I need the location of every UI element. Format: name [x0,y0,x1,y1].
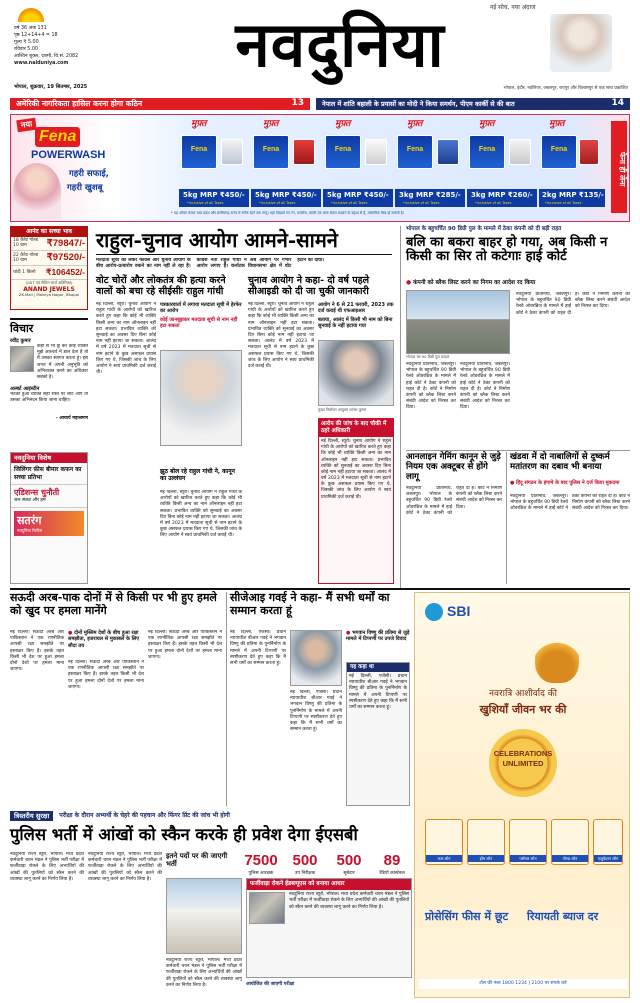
jeweller-address: ZK-Mall | Malviya Nagar, Bhopal [18,292,80,298]
loan-tile-label: गोल्ड लोन [552,855,588,862]
right-bullet-3 [510,480,630,486]
saudi-headline: सऊदी अरब-पाक दोनों में से किसी पर भी हुए हमले को खुद पर हमला मानेंगे [10,591,217,617]
sun-logo-icon [18,8,44,22]
police-footer: आयोजित की जाएगी परीक्षा [246,982,295,987]
right-body-2: नवदुनिया प्रतिनिधि, जबलपुर। भोपाल के बहुचर्चित 90 डिग्री रेलवे ओवरब्रिज के मामले में हाई कोर्ट ने ठेका कंपनी को राहत दी है। कोर्ट ने निर्माण कंपनी को ब्लैक लिस्ट करने संबंधी आदेश को निरस्त कर दिया। [460,362,510,411]
lead-sub-2: चुनाव आयोग ने कहा- दो वर्ष पहले सीआइडी को दी जा चुकी जानकारी [248,275,370,297]
loan-tile-personal[interactable] [509,819,547,865]
saudi-body-1: नई दिल्ली। सऊदी अरब और पाकिस्तान ने एक रणनीतिक आपसी रक्षा समझौते पर हस्ताक्षर किए हैं। इसके तहत किसी भी देश पर हुआ हमला दोनों देशों पर हमला माना जाएगा। [10,630,64,673]
vichar-author-1: रवींद्र कुमार [10,337,31,344]
police-body-1: नवदुनिया राज्य ब्यूरो, भोपाल। मध्य प्रदेश कर्मचारी चयन मंडल ने पुलिस भर्ती परीक्षा में फर्जीवाड़ा रोकने के लिए अभ्यर्थियों की आंखों की पुतलियों को स्कैन करने की व्यवस्था लागू करने का निर्णय लिया है। [10,852,84,882]
ad-naya: नया [16,118,37,133]
loan-tile-label: होम लोन [468,855,504,862]
ticker-right-text: नेपाल में शांति बहाली के प्रयासों का मोदी ने किया समर्थन, पीएम कार्की से की बात [322,100,515,108]
lead-box [318,418,394,584]
sbi-greeting-1: नवरात्रि आशीर्वाद की [488,689,558,699]
ec-bullet: आयोग ने 6 से 21 फरवरी, 2023 तक दर्ज कराई थी एफआइआर [318,302,394,315]
special-item-3-title: सतरंग [17,513,42,527]
stat-number: 7500 [244,852,278,869]
ticker-left-page: 13 [291,98,304,109]
police-stats [240,852,412,876]
stat-item [240,852,282,876]
lead-side-head: झूठ बोल रहे राहुल गांधी ने, कानून का उल्लंघन [160,468,235,483]
edition-info: वर्ष 36 अंक 131 पृष्ठ 12+14+4 = 18 मूल्य ₹ 5.00 रविवार 5.00 आश्विन शुक्ल, दशमी, वि.सं. 2082 www.naiduniya.com [14,26,124,68]
pack-price-1: 5kg MRP ₹450/- [183,191,245,199]
ad-footnote: * यह ऑफर केवल मध्य प्रदेश और छत्तीसगढ़ राज्य में स्टॉक रहने तक लागू। यहां दिखाये गए रंग, कम्बोना, बाल्टी एवं अन्य केवल प्रदर्शन के उद्देश्य से है, वास्तविक भिन्न हो सकती है। [171,211,405,215]
loan-tile-label: एजुकेशन लोन [594,855,622,862]
special-box [10,452,88,584]
ticker-left-text: अमेरिकी नागरिकता हासिल करना होगा कठिन [16,99,143,109]
sbi-greeting-2: खुशियाँ जीवन भर की [479,703,567,716]
special-item-3[interactable] [14,511,84,536]
cji-photo [290,630,342,686]
editions-line: भोपाल, इंदौर, ग्वालियर, जबलपुर, रायपुर और बिलासपुर से एक साथ प्रकाशित [503,86,628,91]
esb-building-photo [166,878,242,954]
column-divider [506,452,507,584]
vichar-credit: - आचार्य महाश्रमण [55,416,88,422]
police-stats-title: इतने पदों पर की जाएगी भर्ती [166,852,228,869]
ticker-right[interactable] [316,98,630,110]
vichar-body-1: कहीं से भी छू कर कोई व्यक्ति मुझे आश्चर्य में डाल देता है तो मैं उसका स्वागत करता हूं। इस जगत में अपनी अनुभूति को अभिव्यक्त करने का अधिकार सबको है। [37,344,88,380]
product-pack [469,135,505,169]
jeweller-brand: ANAND JEWELS [23,285,75,293]
stat-number: 500 [336,852,362,869]
stat-item [284,852,326,876]
stat-label: रेडियो कांस्टेबल [379,870,405,876]
free-label: मुफ़्त [479,119,495,129]
sbi-ad[interactable] [414,592,630,998]
right-sub-2-body: नवदुनिया प्रतिनिधि, जबलपुर। भोपाल के बहुचर्चित 90 डिग्री रेलवे ओवरब्रिज के मामले में हाई कोर्ट ने ठेका कंपनी को राहत दी है। कोर्ट ने निर्माण कंपनी को ब्लैक लिस्ट करने संबंधी आदेश को निरस्त कर दिया। [406,486,502,516]
cec-caption: मुख्य निर्वाचन आयुक्त ज्ञानेश कुमार [318,407,367,412]
pack-brand: Fena [406,146,424,153]
police-box-head: फर्जीवाड़ा रोकने ईडब्ल्यूएस को बनाया आधार [247,879,411,890]
special-item-3-sub: नवदुनिया रिलीज [17,527,42,533]
right-sub-3-body: नवदुनिया प्रतिनिधि, जबलपुर। भोपाल के बहुचर्चित 90 डिग्री रेलवे ओवरब्रिज के मामले में हाई कोर्ट ने ठेका कंपनी को राहत दी है। कोर्ट ने निर्माण कंपनी को ब्लैक लिस्ट करने संबंधी आदेश को निरस्त कर दिया। [510,494,630,512]
lead-headline: राहुल-चुनाव आयोग आमने-सामने [96,228,338,252]
loan-tile-gold[interactable] [551,819,589,865]
rate-value: ₹97520/- [46,252,85,264]
vichar-author-2: अल्बर्ट आइंस्टीन [10,386,40,392]
cji-body-1: नई दिल्ली, एजेंसी। प्रधान न्यायाधीश बीआर गवई ने भगवान विष्णु की प्रतिमा के पुनर्निर्माण के मामले में अपनी टिप्पणी पर स्पष्टीकरण देते हुए कहा कि मैं सभी धर्मों का सम्मान करता हूं। [230,630,286,666]
free-pack [221,139,243,165]
special-item-1[interactable]: जिलिंगर फ़ीस बीमार कफन का सच्चा प्रतिभा [11,463,87,485]
special-item-2-title: एडिशन्स चुनौती [14,488,60,498]
lead-bullets-box [160,302,242,348]
rate-row-18k [11,237,87,252]
box-photo [249,892,285,924]
tagline: नई सोच, नया अंदाज [490,4,536,11]
rate-row-22k [11,251,87,266]
pack-brand: Fena [478,146,496,153]
section-rule [406,450,630,451]
special-title: नवदुनिया विशेष [11,453,87,463]
rate-row-silver [11,266,87,280]
pack-price-5: 3kg MRP ₹260/- [471,191,533,199]
loan-tile-label: पर्सनल लोन [510,855,546,862]
police-kicker: त्रिस्तरीय सुरक्षा [10,811,53,821]
pack-price-6: 2kg MRP ₹135/- [542,191,604,199]
loan-tile-label: कार लोन [426,855,462,862]
rate-value: ₹79847/- [46,237,85,249]
rates-box [10,226,88,310]
bullet-icon: ● [510,480,517,486]
police-body-3: नवदुनिया राज्य ब्यूरो, भोपाल। मध्य प्रदेश कर्मचारी चयन मंडल ने पुलिस भर्ती परीक्षा में फर्जीवाड़ा रोकने के लिए अभ्यर्थियों की आंखों की पुतलियों को स्कैन करने की व्यवस्था लागू करने का निर्णय लिया है। [166,958,242,988]
pm-photo [550,14,612,72]
right-body-1: नवदुनिया प्रतिनिधि, जबलपुर। भोपाल के बहुचर्चित 90 डिग्री रेलवे ओवरब्रिज के मामले में हाई कोर्ट ने ठेका कंपनी को राहत दी है। कोर्ट ने निर्माण कंपनी को ब्लैक लिस्ट करने संबंधी आदेश को निरस्त कर दिया। [406,362,456,411]
lead-body-col-3: नई दिल्ली, ब्यूरो। चुनाव आयोग ने राहुल गांधी के आरोपों को खारिज करते हुए कहा कि कोई भी व्यक्ति किसी अन्य का नाम ऑनलाइन नहीं हटा सकता। प्रभावित व्यक्ति को सुनवाई का अवसर दिए बिना कोई नाम नहीं हटाया जा सकता। आलंद में वर्ष 2023 में मतदाता सूची से नाम हटाने के कुछ असफल प्रयास किए गए थे, जिसकी जांच के लिए आयोग ने स्वयं प्राथमिकी दर्ज कराई थी। [248,302,314,369]
pack-price-sub-2: *Inclusive of all Taxes [259,201,296,205]
author-photo [10,346,34,372]
police-headline: पुलिस भर्ती में आंखों को स्कैन करके ही प्रवेश देगा ईएसबी [10,825,358,844]
column-divider [226,592,227,806]
cji-headline: सीजेआइ गवई ने कहा- मैं सभी धर्मों का सम्मान करता हूं [230,591,390,617]
stat-number: 89 [383,852,401,869]
special-item-2[interactable] [11,485,87,508]
cji-body-2: नई दिल्ली, एजेंसी। प्रधान न्यायाधीश बीआर गवई ने भगवान विष्णु की प्रतिमा के पुनर्निर्माण के मामले में अपनी टिप्पणी पर स्पष्टीकरण देते हुए कहा कि मैं सभी धर्मों का सम्मान करता हूं। [290,690,342,733]
free-label: मुफ़्त [263,119,279,129]
pack-brand: Fena [334,146,352,153]
stat-number: 500 [292,852,318,869]
ad-brand: Fena [35,127,80,147]
stat-label: सूबेदार [343,870,355,876]
product-pack [541,135,577,169]
ad-tagline-2: गहरी खुशबू [67,183,103,193]
bridge-caption: भोपाल का 90 डिग्री पुल फ़ाइल [406,354,450,359]
pack-brand: Fena [550,146,568,153]
police-box-body: नवदुनिया राज्य ब्यूरो, भोपाल। मध्य प्रदेश कर्मचारी चयन मंडल ने पुलिस भर्ती परीक्षा में फर्जीवाड़ा रोकने के लिए अभ्यर्थियों की आंखों की पुतलियों को स्कैन करने की व्यवस्था लागू करने का निर्णय लिया है। [289,892,409,910]
product-pack [325,135,361,169]
free-label: मुफ़्त [335,119,351,129]
stat-label: पुलिस आरक्षक [248,870,274,876]
sbi-helpline[interactable]: टोल फ्री नंबर 1800 1234 | 2100 पर संपर्क करें [419,979,627,989]
pack-price-sub-3: *Inclusive of all Taxes [331,201,368,205]
ad-side-label: फेना ही लेना [611,121,627,213]
pack-price-2: 5kg MRP ₹450/- [255,191,317,199]
dateline: भोपाल, शुक्रवार, 19 सितम्बर, 2025 [14,84,88,90]
saudi-body-2: नई दिल्ली। सऊदी अरब और पाकिस्तान ने एक रणनीतिक आपसी रक्षा समझौते पर हस्ताक्षर किए हैं। इसके तहत किसी भी देश पर हुआ हमला दोनों देशों पर हमला माना जाएगा। [68,660,144,690]
lead-bullet: पत्रकारवार्ता में लगाया मतदाता सूची में हेरफेर का आरोप [160,302,242,315]
product-pack [181,135,217,169]
police-strap: परीक्षा के दौरान अभ्यर्थी के चेहरे की पहचान और फिंगर प्रिंट की जांच भी होगी [59,812,230,820]
ad-product: POWERWASH [31,149,106,161]
loan-tile-education[interactable] [593,819,623,865]
product-pack [397,135,433,169]
right-sub-2: आनलाइन गेमिंग कानून से जुड़े नियम एक अक्टूबर से होंगे लागू [406,452,501,482]
pack-price-3: 5kg MRP ₹450/- [327,191,389,199]
ticker-right-page: 14 [611,98,624,109]
loan-tile-home[interactable] [467,819,505,865]
pack-brand: Fena [190,146,208,153]
ec-bullet: बताया, आलंद में किसी भी नाम को बिना सुनवाई के नहीं हटाया गया [318,316,393,329]
cji-box [346,662,410,806]
lead-box-body: नई दिल्ली, ब्यूरो। चुनाव आयोग ने राहुल गांधी के आरोपों को खारिज करते हुए कहा कि कोई भी व्यक्ति किसी अन्य का नाम ऑनलाइन नहीं हटा सकता। प्रभावित व्यक्ति को सुनवाई का अवसर दिए बिना कोई नाम नहीं हटाया जा सकता। आलंद में वर्ष 2023 में मतदाता सूची से नाम हटाने के कुछ असफल प्रयास किए गए थे, जिसकी जांच के लिए आयोग ने स्वयं प्राथमिकी दर्ज कराई थी। [321,438,391,500]
free-pack [579,139,599,165]
lead-box-head: आरोप की जांच के बाद चौकी में ठहरे अधिकारी [319,419,393,437]
rate-value: ₹106452/- [46,267,85,278]
ec-bullets [318,302,394,329]
cji-bullet [346,630,410,643]
ticker-left[interactable] [10,98,310,110]
column-divider [400,226,401,590]
cji-bullet-text: भगवान विष्णु की प्रतिमा से जुड़े मामले में टिप्पणी पर उपजे विवाद [346,630,410,643]
saudi-bullet-text: दोनों मुस्लिम देशों के बीच हुआ रक्षा समझौता, इजरायल से मुकाबले के लिए सौदा तय [68,630,140,649]
right-sub [406,280,630,287]
loan-tile-car[interactable] [425,819,463,865]
right-sub-text: कंपनी को ब्लैक लिस्ट करने का निगम का आदेश रद किया [413,280,536,286]
right-bullet-3-text: हिंदू संगठन के हंगामे के बाद पुलिस ने दर्ज किया मुकदमा [516,480,620,486]
sbi-badge: CELEBRATIONS UNLIMITED [489,729,557,797]
lead-rule [96,254,392,255]
cji-box-body: नई दिल्ली, एजेंसी। प्रधान न्यायाधीश बीआर गवई ने भगवान विष्णु की प्रतिमा के पुनर्निर्माण के मामले में अपनी टिप्पणी पर स्पष्टीकरण देते हुए कहा कि मैं सभी धर्मों का सम्मान करता हूं। [349,673,407,710]
rahul-photo [160,350,242,446]
pack-price-sub-1: *Inclusive of all Taxes [187,201,224,205]
cji-box-head: यह कहा था [347,663,409,672]
pack-price-4: 3kg MRP ₹285/- [399,191,461,199]
police-body-2: नवदुनिया राज्य ब्यूरो, भोपाल। मध्य प्रदेश कर्मचारी चयन मंडल ने पुलिस भर्ती परीक्षा में फर्जीवाड़ा रोकने के लिए अभ्यर्थियों की आंखों की पुतलियों को स्कैन करने की व्यवस्था लागू करने का निर्णय लिया है। [88,852,162,882]
saudi-bullet [68,630,144,649]
pack-brand: Fena [262,146,280,153]
bullet-icon: ● [406,280,414,286]
right-kicker: भोपाल के बहुचर्चित 90 डिग्री पुल के मामले में ठेका कंपनी को दी बड़ी राहत [406,226,562,232]
free-pack [437,139,459,165]
ad-model-photo [13,163,61,219]
free-label: मुफ़्त [549,119,565,129]
sbi-offer-1: प्रोसेसिंग फीस में छूट [425,910,509,923]
bullet-icon: ● [68,630,75,636]
section-rule [10,588,630,590]
ad-tagline-1: गहरी सफाई, [69,169,109,179]
right-body-3: नवदुनिया प्रतिनिधि, जबलपुर। भोपाल के बहुचर्चित 90 डिग्री रेलवे ओवरब्रिज के मामले में हाई कोर्ट ने ठेका कंपनी को राहत दी है। कोर्ट ने निर्माण कंपनी को ब्लैक लिस्ट करने संबंधी आदेश को निरस्त कर दिया। [516,292,630,316]
free-pack [365,139,387,165]
free-label: मुफ़्त [191,119,207,129]
bridge-photo [406,290,510,354]
lead-body-col-2: नई दिल्ली, ब्यूरो। चुनाव आयोग ने राहुल गांधी के आरोपों को खारिज करते हुए कहा कि कोई भी व्यक्ति किसी अन्य का नाम ऑनलाइन नहीं हटा सकता। प्रभावित व्यक्ति को सुनवाई का अवसर दिए बिना कोई नाम नहीं हटाया जा सकता। आलंद में वर्ष 2023 में मतदाता सूची से नाम हटाने के कुछ असफल प्रयास किए गए थे, जिसकी जांच के लिए आयोग ने स्वयं प्राथमिकी दर्ज कराई थी। [160,490,242,539]
fena-ad[interactable] [10,114,630,222]
right-sub-3: खंडवा में दो नाबालिगों से दुष्कर्म मतांतरण का दबाव भी बनाया [510,452,610,472]
vichar-body-2: भटका हुआ व्यक्ति सही रास्ते पर लौट आए तो उसका अभिनंदन किया जाना चाहिए। [10,392,88,404]
police-box [246,878,412,978]
police-kicker-bar [10,810,410,822]
sbi-logo-icon [425,603,443,621]
stat-label: उप निरीक्षक [294,870,316,876]
product-pack [253,135,289,169]
right-headline: बलि का बकरा बाहर हो गया, अब किसी न किसी का सिर तो कटेगाः हाई कोर्ट [406,235,608,265]
bullet-icon: ● [346,630,353,636]
lead-sub-1: वोट चोरों और लोकतंत्र की हत्या करने वालों को बचा रहे सीईसीः राहुल गांधी [96,275,226,297]
free-pack [293,139,315,165]
pack-price-sub-6: *Inclusive of all Taxes [545,201,582,205]
pack-price-sub-5: *Inclusive of all Taxes [475,201,512,205]
rate-label: चांदी 1 किलो [13,269,36,275]
rate-label: 22 कैरेट गोल्ड 10 ग्राम [13,252,39,264]
masthead-title: नवदुनिया [235,8,445,81]
vichar-column [10,318,88,446]
cec-photo [318,340,394,406]
kalash-illustration [535,633,579,683]
free-pack [509,139,531,165]
lead-intro: मतदाता सूची को लेकर कांग्रेस और चुनाव आयोग के बीच आरोप-प्रत्यारोप रुकने का नाम नहीं ले रहा है। कांग्रेस नेता राहुल गांधी ने अब आयोग पर गंभीर आरोप लगाए हैं। कर्नाटक विधानसभा क्षेत्र में वोट हटाने का दावा। [96,258,324,270]
free-label: मुफ़्त [407,119,423,129]
masthead [0,0,640,100]
rates-note: (GST एवं मेकिंग चार्ज अतिरिक्त) [25,279,73,285]
rates-title: आनंद का सच्चा भाव [11,227,87,237]
sbi-offer-2: रियायती ब्याज दर [527,910,599,923]
vichar-title: विचार [10,322,34,335]
rate-label: 18 कैरेट गोल्ड 10 ग्राम [13,237,39,249]
saudi-body-3: नई दिल्ली। सऊदी अरब और पाकिस्तान ने एक रणनीतिक आपसी रक्षा समझौते पर हस्ताक्षर किए हैं। इसके तहत किसी भी देश पर हुआ हमला दोनों देशों पर हमला माना जाएगा। [148,630,222,660]
special-item-2-sub: जल संकट और हम [14,498,46,504]
website[interactable]: www.naiduniya.com [14,60,69,66]
pack-price-sub-4: *Inclusive of all Taxes [403,201,440,205]
sbi-logo: SBI [447,603,471,619]
lead-body-col-1: नई दिल्ली, ब्यूरो। चुनाव आयोग ने राहुल गांधी के आरोपों को खारिज करते हुए कहा कि कोई भी व्यक्ति किसी अन्य का नाम ऑनलाइन नहीं हटा सकता। प्रभावित व्यक्ति को सुनवाई का अवसर दिए बिना कोई नाम नहीं हटाया जा सकता। आलंद में वर्ष 2023 में मतदाता सूची से नाम हटाने के कुछ असफल प्रयास किए गए थे, जिसकी जांच के लिए आयोग ने स्वयं प्राथमिकी दर्ज कराई थी। [96,302,156,376]
lead-bullet: कोई जानबूझकर मतदाता सूची से नाम नहीं हटा सकता [160,316,238,329]
stat-item [328,852,370,876]
stat-item [372,852,412,876]
